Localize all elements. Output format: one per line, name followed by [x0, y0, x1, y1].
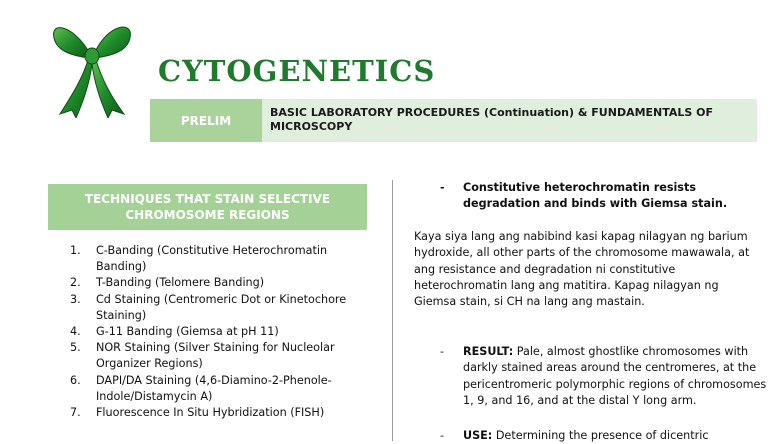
- list-text: Cd Staining (Centromeric Dot or Kinetochore Staining): [96, 292, 347, 322]
- prelim-label: PRELIM: [150, 99, 262, 142]
- list-text: Fluorescence In Situ Hybridization (FISH): [96, 406, 325, 420]
- list-number: 1.: [70, 244, 81, 257]
- list-text: C-Banding (Constitutive Heterochromatin Banding): [96, 244, 328, 274]
- list-text: T-Banding (Telomere Banding): [96, 276, 265, 290]
- list-number: 4.: [70, 325, 81, 339]
- list-item: [70, 243, 370, 275]
- list-text: DAPI/DA Staining (4,6-Diamino-2-Phenole-Indole/Distamycin A): [96, 373, 332, 403]
- page-title: CYTOGENETICS: [158, 54, 436, 88]
- bullet-constitutive-heterochromatin: Constitutive heterochromatin resists degradation and binds with Giemsa stain.: [463, 181, 728, 211]
- techniques-heading-box: [48, 184, 367, 230]
- green-ribbon-bow-icon: [44, 18, 140, 118]
- bullet-dash: -: [440, 429, 444, 442]
- list-item: [70, 340, 370, 372]
- list-item: [70, 373, 370, 405]
- result-text: Pale, almost ghostlike chromosomes with darkly stained areas around the centromeres, at the pericentromeric polymorphic regions of chromosomes 1, 9, and 16, and at the distal Y long arm.: [463, 345, 767, 407]
- bullet-use: [463, 428, 768, 444]
- list-number: 3.: [70, 292, 81, 306]
- list-number: 5.: [70, 341, 81, 355]
- bullet-dash: -: [440, 345, 444, 358]
- header-banner: [150, 99, 757, 142]
- column-divider: [392, 180, 393, 441]
- bullet-result: [463, 344, 768, 409]
- use-text: Determining the presence of dicentric: [492, 429, 709, 442]
- use-label: USE:: [463, 429, 493, 442]
- list-item: [70, 292, 370, 324]
- list-number: 7.: [70, 406, 81, 420]
- list-item: [70, 405, 370, 421]
- techniques-list: [70, 243, 370, 421]
- list-text: NOR Staining (Silver Staining for Nucleolar Organizer Regions): [96, 341, 335, 371]
- explanation-paragraph: Kaya siya lang ang nabibind kasi kapag nilagyan ng barium hydroxide, all other parts of the chromosome mawawala, at ang resistance and degradation ni constitutive heterochromatin lang ang matitira. Kapag nilagyan ng Giemsa stain, si CH na lang ang mastain.: [414, 230, 750, 309]
- list-item: [70, 324, 370, 340]
- banner-heading: BASIC LABORATORY PROCEDURES (Continuation) & FUNDAMENTALS OF MICROSCOPY: [270, 106, 714, 133]
- bullet-dash: -: [440, 181, 445, 194]
- list-text: G-11 Banding (Giemsa at pH 11): [96, 325, 279, 339]
- list-item: [70, 275, 370, 291]
- result-label: RESULT:: [463, 345, 514, 358]
- list-number: 6.: [70, 373, 81, 387]
- list-number: 2.: [70, 276, 81, 290]
- techniques-heading: TECHNIQUES THAT STAIN SELECTIVE CHROMOSOME REGIONS: [84, 192, 331, 222]
